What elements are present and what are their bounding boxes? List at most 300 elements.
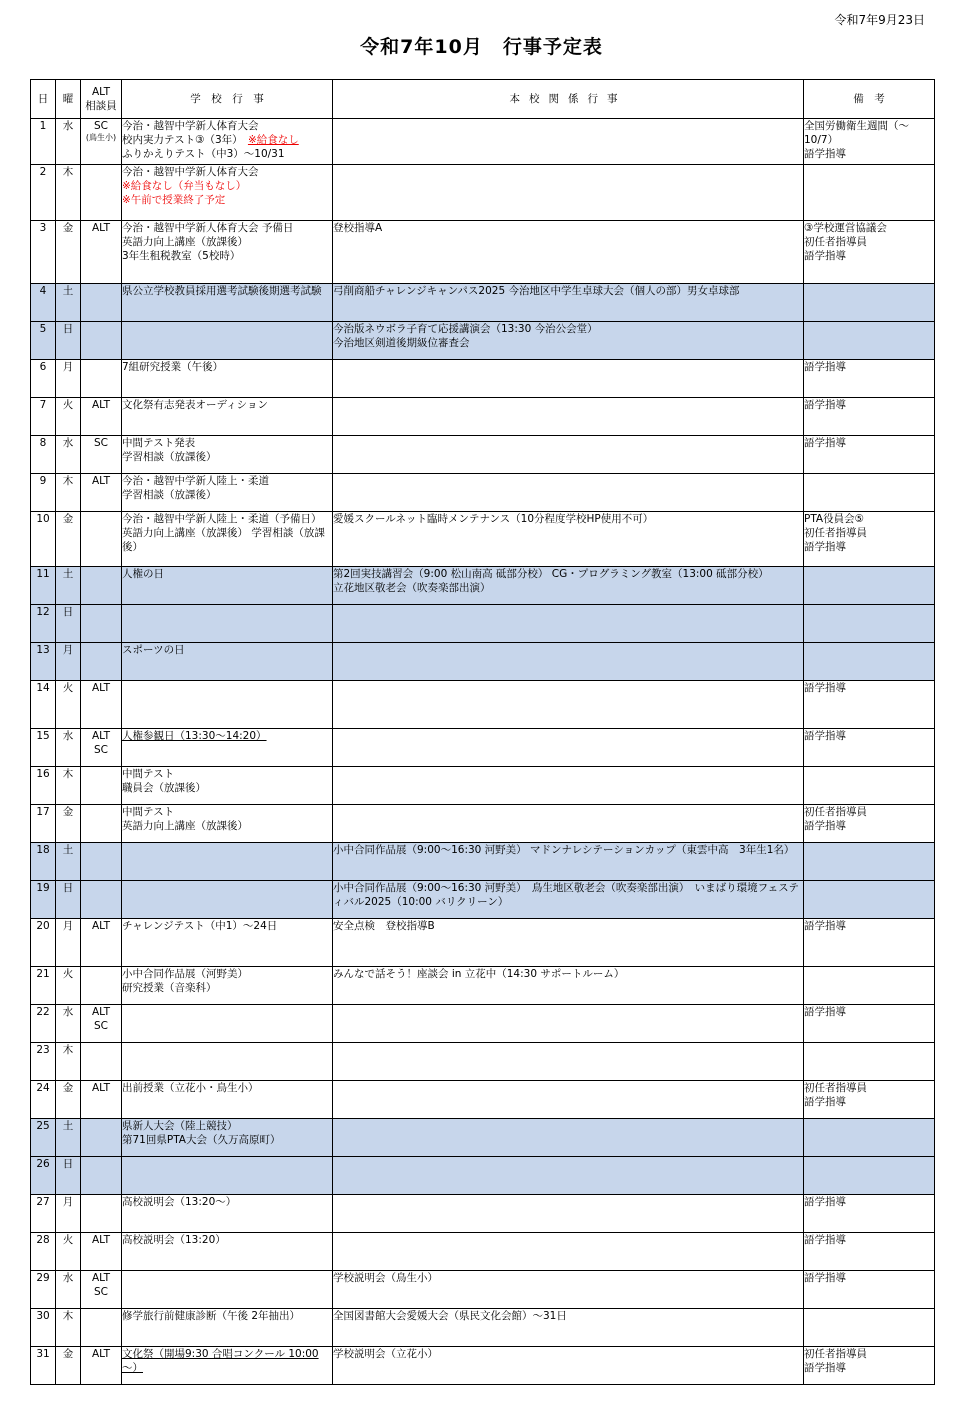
staff-code: ALT [91, 1082, 110, 1094]
related-event: みんなで話そう！座談会 in 立花中（14:30 サポートルーム） [333, 968, 625, 980]
school-events-cell [122, 284, 333, 322]
school-event: 職員会（放課後） [122, 782, 206, 794]
school-event: 中間テスト発表 [122, 437, 196, 449]
staff-cell [81, 474, 122, 512]
school-event-line [122, 436, 332, 450]
weekday-cell: 水 [56, 1005, 81, 1043]
school-events-cell [122, 1347, 333, 1385]
school-event: 第71回県PTA大会（久万高原町） [122, 1134, 281, 1146]
day-cell: 25 [31, 1119, 56, 1157]
staff-code: ALT [91, 399, 110, 411]
related-event: 全国図書館大会愛媛大会（県民文化会館）～31日 [333, 1310, 567, 1322]
weekday-cell: 木 [56, 474, 81, 512]
staff-cell [81, 881, 122, 919]
staff-cell [81, 805, 122, 843]
school-event-line [122, 1081, 332, 1095]
note-item: 語学指導 [804, 1362, 846, 1374]
col-header-school-events: 学 校 行 事 [122, 80, 333, 119]
notes-cell [804, 805, 935, 843]
school-event: チャレンジテスト（中1）～24日 [122, 920, 278, 932]
notes-cell [804, 967, 935, 1005]
school-event-line [122, 967, 332, 981]
related-event: 小中合同作品展（9:00～16:30 河野美） 鳥生地区敬老会（吹奏楽部出演） いまばり環境フェスティバル2025（10:00 バリクリーン） [333, 882, 799, 908]
note-item: 初任者指導員 [804, 236, 867, 248]
note-item: 語学指導 [804, 399, 846, 411]
notes-cell [804, 1271, 935, 1309]
school-events-cell [122, 512, 333, 567]
school-events-cell [122, 567, 333, 605]
notes-cell [804, 1005, 935, 1043]
weekday-cell: 水 [56, 1271, 81, 1309]
weekday-cell: 月 [56, 360, 81, 398]
col-header-staff-counselor: 相談員 [85, 100, 117, 112]
day-cell: 24 [31, 1081, 56, 1119]
staff-cell [81, 643, 122, 681]
school-events-cell [122, 322, 333, 360]
related-events-cell [333, 681, 804, 729]
day-cell: 19 [31, 881, 56, 919]
staff-cell [81, 1309, 122, 1347]
day-cell: 28 [31, 1233, 56, 1271]
schedule-row [31, 1081, 935, 1119]
weekday-cell: 日 [56, 322, 81, 360]
staff-cell [81, 1347, 122, 1385]
school-event: 英語力向上講座（放課後） [122, 236, 248, 248]
schedule-row [31, 221, 935, 284]
note-item: 語学指導 [804, 361, 846, 373]
school-event: 中間テスト [122, 768, 175, 780]
schedule-row [31, 360, 935, 398]
school-event: ふりかえりテスト（中3）～10/31 [122, 148, 285, 160]
weekday-cell: 水 [56, 436, 81, 474]
notes-cell [804, 881, 935, 919]
notes-cell [804, 398, 935, 436]
weekday-cell: 月 [56, 1195, 81, 1233]
note-item: 語学指導 [804, 730, 846, 742]
staff-cell [81, 1119, 122, 1157]
notes-cell [804, 165, 935, 221]
school-events-cell [122, 767, 333, 805]
school-event-line [122, 805, 332, 819]
schedule-row [31, 398, 935, 436]
day-cell: 26 [31, 1157, 56, 1195]
school-event: 人権参観日（13:30～14:20） [122, 730, 267, 742]
school-event: ※給食なし [247, 134, 299, 146]
notes-cell [804, 1233, 935, 1271]
staff-cell [81, 1081, 122, 1119]
school-events-cell [122, 967, 333, 1005]
col-header-staff-alt: ALT [91, 86, 110, 98]
related-events-cell [333, 221, 804, 284]
schedule-row [31, 919, 935, 967]
school-events-cell [122, 843, 333, 881]
notes-cell [804, 681, 935, 729]
staff-code: ALT [91, 1272, 110, 1284]
weekday-cell: 水 [56, 119, 81, 165]
school-events-cell [122, 681, 333, 729]
school-event: 県新人大会（陸上競技） [122, 1120, 238, 1132]
related-events-cell [333, 1233, 804, 1271]
school-events-cell [122, 1233, 333, 1271]
school-event: ※午前で授業終了予定 [122, 194, 226, 206]
schedule-row [31, 436, 935, 474]
school-event: スポーツの日 [122, 644, 185, 656]
school-events-cell [122, 221, 333, 284]
note-item: 語学指導 [804, 1006, 846, 1018]
day-cell: 11 [31, 567, 56, 605]
related-events-cell [333, 1043, 804, 1081]
related-events-cell [333, 474, 804, 512]
school-event: 校内実力テスト③（3年） [122, 134, 248, 146]
school-event-line [122, 147, 332, 161]
related-events-cell [333, 805, 804, 843]
school-events-cell [122, 605, 333, 643]
notes-cell [804, 1043, 935, 1081]
school-event-line [122, 179, 332, 193]
related-events-cell [333, 1309, 804, 1347]
col-header-staff [81, 80, 122, 119]
related-events-cell [333, 729, 804, 767]
staff-code: SC [94, 120, 108, 132]
day-cell: 13 [31, 643, 56, 681]
school-event: 7組研究授業（午後） [122, 361, 224, 373]
staff-code: ALT [91, 475, 110, 487]
col-header-related-events: 本校関係行事 [333, 80, 804, 119]
school-events-cell [122, 436, 333, 474]
related-events-cell [333, 1195, 804, 1233]
day-cell: 18 [31, 843, 56, 881]
related-events-cell [333, 360, 804, 398]
related-event: 学校説明会（鳥生小） [333, 1272, 438, 1284]
staff-cell [81, 1043, 122, 1081]
day-cell: 23 [31, 1043, 56, 1081]
school-event: 今治・越智中学新人体育大会 [122, 166, 259, 178]
staff-cell [81, 284, 122, 322]
weekday-cell: 金 [56, 512, 81, 567]
schedule-row [31, 1119, 935, 1157]
school-event-line [122, 1309, 332, 1323]
schedule-row [31, 1005, 935, 1043]
staff-code: SC [94, 744, 108, 756]
related-events-cell [333, 436, 804, 474]
school-event-line [122, 249, 332, 263]
staff-cell [81, 1271, 122, 1309]
related-events-cell [333, 1271, 804, 1309]
note-item: 語学指導 [804, 682, 846, 694]
notes-cell [804, 436, 935, 474]
related-events-cell [333, 1157, 804, 1195]
school-event-line [122, 767, 332, 781]
weekday-cell: 木 [56, 1309, 81, 1347]
staff-cell [81, 512, 122, 567]
weekday-cell: 土 [56, 567, 81, 605]
notes-cell [804, 919, 935, 967]
notes-cell [804, 284, 935, 322]
schedule-row [31, 843, 935, 881]
school-event-line [122, 235, 332, 249]
school-event: 今治・越智中学新人陸上・柔道 [122, 475, 269, 487]
schedule-row [31, 322, 935, 360]
notes-cell [804, 643, 935, 681]
note-item: 語学指導 [804, 1096, 846, 1108]
related-events-cell [333, 398, 804, 436]
schedule-row [31, 1347, 935, 1385]
school-event: 今治・越智中学新人体育大会 [122, 120, 259, 132]
school-event-line [122, 1233, 332, 1247]
school-event: 人権の日 [122, 568, 164, 580]
note-item: 語学指導 [804, 541, 846, 553]
note-item: 語学指導 [804, 1196, 846, 1208]
school-event-line [122, 488, 332, 502]
school-events-cell [122, 881, 333, 919]
related-events-cell [333, 1347, 804, 1385]
day-cell: 27 [31, 1195, 56, 1233]
school-event: 高校説明会（13:20） [122, 1234, 226, 1246]
weekday-cell: 火 [56, 967, 81, 1005]
day-cell: 21 [31, 967, 56, 1005]
schedule-row [31, 165, 935, 221]
staff-cell [81, 567, 122, 605]
related-events-cell [333, 967, 804, 1005]
school-event: 学習相談（放課後） [122, 489, 217, 501]
weekday-cell: 日 [56, 605, 81, 643]
weekday-cell: 土 [56, 1119, 81, 1157]
notes-cell [804, 729, 935, 767]
staff-cell [81, 360, 122, 398]
school-event-line [122, 1133, 332, 1147]
schedule-row [31, 967, 935, 1005]
school-events-cell [122, 474, 333, 512]
staff-code: ALT [91, 1234, 110, 1246]
schedule-table [30, 79, 935, 1385]
schedule-row [31, 1195, 935, 1233]
staff-cell [81, 322, 122, 360]
staff-code: ALT [91, 222, 110, 234]
issue-date: 令和7年9月23日 [834, 13, 925, 27]
note-item: 語学指導 [804, 148, 846, 160]
weekday-cell: 木 [56, 165, 81, 221]
day-cell: 5 [31, 322, 56, 360]
school-events-cell [122, 119, 333, 165]
school-events-cell [122, 805, 333, 843]
staff-location: (鳥生小) [85, 133, 117, 142]
staff-cell [81, 605, 122, 643]
related-event: 小中合同作品展（9:00～16:30 河野美） マドンナレシテーションカップ（東雲中高 3年生1名） [333, 844, 795, 856]
related-events-cell [333, 767, 804, 805]
staff-cell [81, 967, 122, 1005]
staff-code: ALT [91, 1348, 110, 1360]
school-event: 中間テスト [122, 806, 175, 818]
weekday-cell: 月 [56, 643, 81, 681]
related-event: 学校説明会（立花小） [333, 1348, 438, 1360]
day-cell: 20 [31, 919, 56, 967]
day-cell: 3 [31, 221, 56, 284]
school-event-line [122, 193, 332, 207]
schedule-row [31, 643, 935, 681]
day-cell: 2 [31, 165, 56, 221]
notes-cell [804, 512, 935, 567]
day-cell: 12 [31, 605, 56, 643]
school-events-cell [122, 919, 333, 967]
schedule-row [31, 1043, 935, 1081]
schedule-row [31, 1309, 935, 1347]
notes-cell [804, 843, 935, 881]
day-cell: 31 [31, 1347, 56, 1385]
school-event: 研究授業（音楽科） [122, 982, 217, 994]
notes-cell [804, 1157, 935, 1195]
schedule-row [31, 767, 935, 805]
related-events-cell [333, 567, 804, 605]
related-events-cell [333, 1081, 804, 1119]
staff-cell [81, 729, 122, 767]
day-cell: 9 [31, 474, 56, 512]
notes-cell [804, 1195, 935, 1233]
weekday-cell: 金 [56, 1347, 81, 1385]
school-event-line [122, 919, 332, 933]
related-events-cell [333, 284, 804, 322]
related-event: 今治地区剣道後期級位審査会 [333, 337, 470, 349]
weekday-cell: 火 [56, 1233, 81, 1271]
schedule-row [31, 681, 935, 729]
school-events-cell [122, 643, 333, 681]
staff-code: ALT [91, 920, 110, 932]
day-cell: 7 [31, 398, 56, 436]
note-item: PTA役員会⑤ [804, 513, 865, 525]
staff-code: SC [94, 1286, 108, 1298]
school-events-cell [122, 1081, 333, 1119]
weekday-cell: 月 [56, 919, 81, 967]
notes-cell [804, 119, 935, 165]
related-events-cell [333, 165, 804, 221]
day-cell: 6 [31, 360, 56, 398]
school-event: 修学旅行前健康診断（午後 2年抽出） [122, 1310, 301, 1322]
related-events-cell [333, 119, 804, 165]
day-cell: 17 [31, 805, 56, 843]
notes-cell [804, 1309, 935, 1347]
weekday-cell: 土 [56, 284, 81, 322]
school-events-cell [122, 1271, 333, 1309]
school-event: 今治・越智中学新人体育大会 予備日 [122, 222, 294, 234]
related-event: 今治版ネウボラ子育て応援講演会（13:30 今治公会堂） [333, 323, 598, 335]
staff-cell [81, 1157, 122, 1195]
school-event: 小中合同作品展（河野美） [122, 968, 248, 980]
note-item: 語学指導 [804, 920, 846, 932]
related-events-cell [333, 843, 804, 881]
related-events-cell [333, 1005, 804, 1043]
schedule-row [31, 567, 935, 605]
school-events-cell [122, 398, 333, 436]
school-event-line [122, 284, 332, 298]
school-event-line [122, 819, 332, 833]
school-event: ※給食なし（弁当もなし） [122, 180, 247, 192]
school-event-line [122, 474, 332, 488]
weekday-cell: 火 [56, 398, 81, 436]
schedule-row [31, 1233, 935, 1271]
related-event: 立花地区敬老会（吹奏楽部出演） [333, 582, 491, 594]
related-events-cell [333, 881, 804, 919]
note-item: 語学指導 [804, 437, 846, 449]
school-event: 出前授業（立花小・鳥生小） [122, 1082, 259, 1094]
school-event: 学習相談（放課後） [122, 451, 217, 463]
col-header-notes: 備 考 [804, 80, 935, 119]
school-events-cell [122, 165, 333, 221]
school-event-line [122, 981, 332, 995]
related-event: 安全点検 登校指導B [333, 920, 435, 932]
note-item: 語学指導 [804, 250, 846, 262]
school-event-line [122, 360, 332, 374]
day-cell: 1 [31, 119, 56, 165]
schedule-row [31, 729, 935, 767]
staff-cell [81, 165, 122, 221]
school-events-cell [122, 729, 333, 767]
notes-cell [804, 1347, 935, 1385]
day-cell: 22 [31, 1005, 56, 1043]
school-event-line [122, 1347, 332, 1375]
note-item: 語学指導 [804, 1234, 846, 1246]
staff-cell [81, 767, 122, 805]
related-events-cell [333, 1119, 804, 1157]
weekday-cell: 水 [56, 729, 81, 767]
schedule-row [31, 512, 935, 567]
header-row [31, 80, 935, 119]
notes-cell [804, 567, 935, 605]
related-event: 弓削商船チャレンジキャンパス2025 今治地区中学生卓球大会（個人の部）男女卓球部 [333, 285, 740, 297]
related-events-cell [333, 322, 804, 360]
school-events-cell [122, 1043, 333, 1081]
staff-cell [81, 1195, 122, 1233]
note-item: 初任者指導員 [804, 1082, 867, 1094]
weekday-cell: 金 [56, 221, 81, 284]
school-event-line [122, 1195, 332, 1209]
related-event: 登校指導A [333, 222, 383, 234]
notes-cell [804, 322, 935, 360]
school-events-cell [122, 1195, 333, 1233]
day-cell: 4 [31, 284, 56, 322]
school-event-line [122, 781, 332, 795]
day-cell: 10 [31, 512, 56, 567]
school-event-line [122, 512, 332, 554]
staff-cell [81, 436, 122, 474]
notes-cell [804, 605, 935, 643]
schedule-body [31, 119, 935, 1385]
related-event: 第2回実技講習会（9:00 松山南高 砥部分校） CG・プログラミング教室（13:00 砥部分校） [333, 568, 769, 580]
notes-cell [804, 767, 935, 805]
school-events-cell [122, 1157, 333, 1195]
staff-cell [81, 119, 122, 165]
weekday-cell: 土 [56, 843, 81, 881]
school-event-line [122, 133, 332, 147]
schedule-row [31, 284, 935, 322]
school-event: 高校説明会（13:20～） [122, 1196, 237, 1208]
schedule-row [31, 119, 935, 165]
notes-cell [804, 221, 935, 284]
page-title: 令和7年10月 行事予定表 [360, 36, 603, 58]
note-item: 語学指導 [804, 820, 846, 832]
weekday-cell: 火 [56, 681, 81, 729]
related-event: 愛媛スクールネット臨時メンテナンス（10分程度学校HP使用不可） [333, 513, 654, 525]
school-events-cell [122, 1005, 333, 1043]
schedule-row [31, 805, 935, 843]
day-cell: 14 [31, 681, 56, 729]
school-event: 文化祭有志発表オーディション [122, 399, 268, 411]
school-event: 県公立学校教員採用選考試験後期選考試験 [122, 285, 322, 297]
weekday-cell: 木 [56, 767, 81, 805]
notes-cell [804, 1081, 935, 1119]
weekday-cell: 金 [56, 805, 81, 843]
weekday-cell: 日 [56, 881, 81, 919]
school-event: 3年生租税教室（5校時） [122, 250, 241, 262]
staff-code: SC [94, 437, 108, 449]
